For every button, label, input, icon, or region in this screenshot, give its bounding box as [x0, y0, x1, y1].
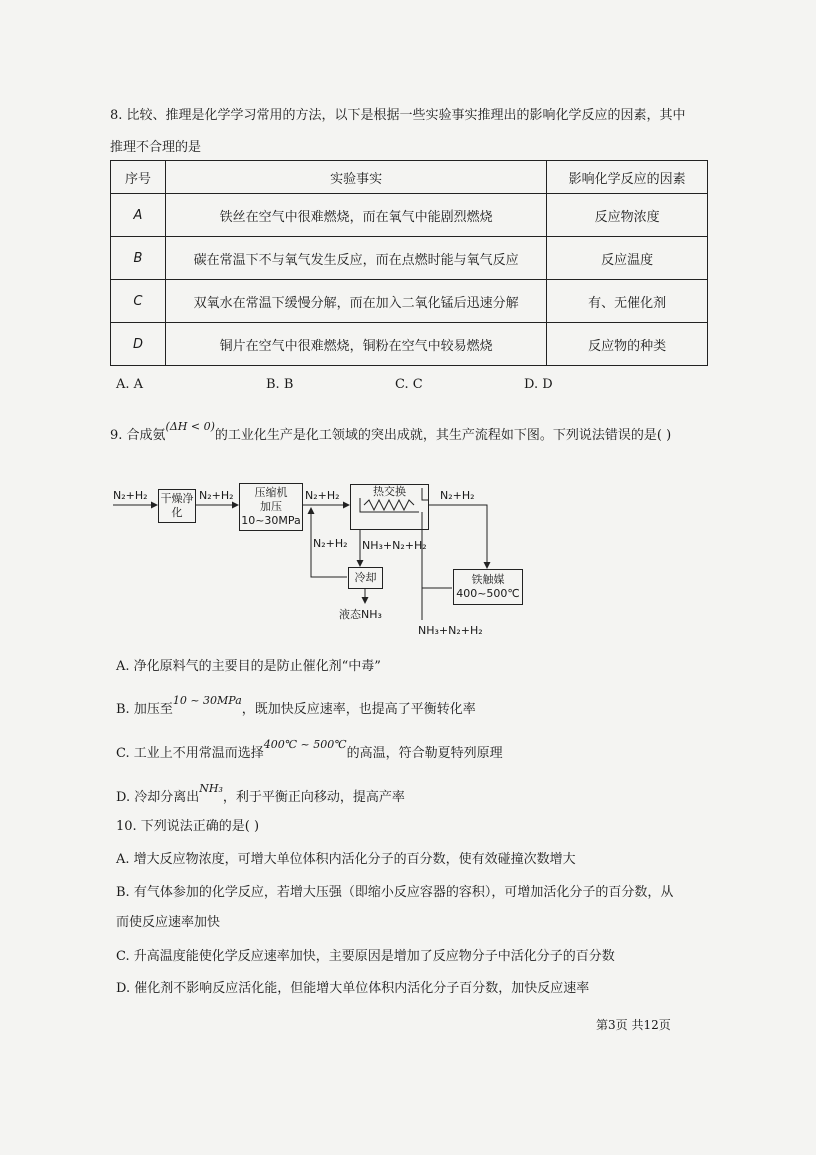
row-fact: 铁丝在空气中很难燃烧，而在氧气中能剧烈燃烧 — [165, 194, 546, 237]
header-factor: 影响化学反应的因素 — [547, 161, 708, 194]
q10-option-d: D. 催化剂不影响反应活化能，但能增大单位体积内活化分子百分数，加快反应速率 — [116, 981, 590, 996]
mixture1-label: NH₃+N₂+H₂ — [362, 539, 427, 552]
row-fact: 铜片在空气中很难燃烧，铜粉在空气中较易燃烧 — [165, 323, 546, 366]
heat-exchanger-box — [350, 484, 429, 530]
q9-option-b-post: ，既加快反应速率，也提高了平衡转化率 — [241, 702, 476, 717]
q10-option-c: C. 升高温度能使化学反应速率加快，主要原因是增加了反应物分子中活化分子的百分数 — [116, 949, 615, 964]
q9-option-d — [116, 782, 405, 805]
q9-suffix: 的工业化生产是化工领域的突出成就，其生产流程如下图。下列说法错误的是( ) — [214, 428, 672, 443]
input-gas-label: N₂+H₂ — [113, 489, 148, 502]
flow3-label: N₂+H₂ — [440, 489, 475, 502]
cooler-box — [348, 567, 383, 589]
q9-option-b-math: 10 ~ 30MPa — [172, 694, 242, 707]
q8-option-b: B. B — [266, 377, 294, 392]
q10-stem: 10. 下列说法正确的是( ) — [116, 819, 260, 834]
q10-option-b-line2: 而使反应速率加快 — [116, 915, 221, 930]
row-factor: 反应物的种类 — [547, 323, 708, 366]
row-fact: 碳在常温下不与氧气发生反应，而在点燃时能与氧气反应 — [165, 237, 546, 280]
compressor-label: 压缩机 — [254, 486, 288, 499]
heat-exchanger-label: 热交换 — [373, 485, 406, 498]
q9-option-b — [116, 694, 476, 717]
compressor-sub: 加压 — [260, 500, 282, 513]
mixture2-label: NH₃+N₂+H₂ — [418, 624, 483, 637]
q9-option-d-math: NH₃ — [199, 782, 223, 795]
dry-purify-label: 干燥净化 — [160, 492, 194, 519]
cooler-label: 冷却 — [354, 571, 377, 584]
catalyst-label: 铁触媒 — [471, 573, 505, 586]
q9-option-d-post: ，利于平衡正向移动，提高产率 — [222, 790, 405, 805]
page-footer: 第3页 共12页 — [596, 1018, 671, 1032]
recycle-label: N₂+H₂ — [313, 537, 348, 550]
iron-catalyst-box — [453, 569, 523, 605]
q9-option-c — [116, 738, 503, 761]
q9-option-c-pre: C. 工业上不用常温而选择 — [116, 746, 264, 761]
row-factor: 反应温度 — [547, 237, 708, 280]
row-id: A — [111, 194, 166, 237]
row-factor: 反应物浓度 — [547, 194, 708, 237]
q8-option-d: D. D — [524, 377, 553, 392]
row-id: B — [111, 237, 166, 280]
q8-stem-line1: 8. 比较、推理是化学学习常用的方法，以下是根据一些实验事实推理出的影响化学反应的因素，其中 — [110, 108, 686, 123]
q8-stem-line2: 推理不合理的是 — [110, 140, 202, 155]
q9-option-c-post: 的高温，符合勒夏特列原理 — [346, 746, 503, 761]
header-index: 序号 — [111, 161, 166, 194]
q8-option-a: A. A — [116, 377, 144, 392]
compressor-box — [239, 483, 303, 531]
q9-option-a: A. 净化原料气的主要目的是防止催化剂“中毒” — [116, 659, 381, 674]
q9-prefix: 9. 合成氨 — [110, 428, 166, 443]
q9-option-d-pre: D. 冷却分离出 — [116, 790, 200, 805]
row-id: D — [111, 323, 166, 366]
q10-option-a: A. 增大反应物浓度，可增大单位体积内活化分子的百分数，使有效碰撞次数增大 — [116, 852, 576, 867]
q9-option-c-math: 400℃ ~ 500℃ — [263, 738, 347, 751]
header-fact: 实验事实 — [165, 161, 546, 194]
compressor-pressure: 10~30MPa — [241, 514, 301, 527]
q9-option-b-pre: B. 加压至 — [116, 702, 173, 717]
liquid-ammonia-label: 液态NH₃ — [339, 608, 382, 621]
catalyst-temperature: 400~500℃ — [456, 587, 520, 600]
q10-option-b-line1: B. 有气体参加的化学反应，若增大压强（即缩小反应容器的容积），可增加活化分子的百分数，从 — [116, 885, 674, 900]
flow2-label: N₂+H₂ — [305, 489, 340, 502]
row-fact: 双氧水在常温下缓慢分解，而在加入二氧化锰后迅速分解 — [165, 280, 546, 323]
flow1-label: N₂+H₂ — [199, 489, 234, 502]
q8-option-c: C. C — [395, 377, 423, 392]
dry-purify-box — [158, 489, 196, 523]
row-factor: 有、无催化剂 — [547, 280, 708, 323]
row-id: C — [111, 280, 166, 323]
q9-math: (ΔH < 0) — [165, 420, 215, 433]
